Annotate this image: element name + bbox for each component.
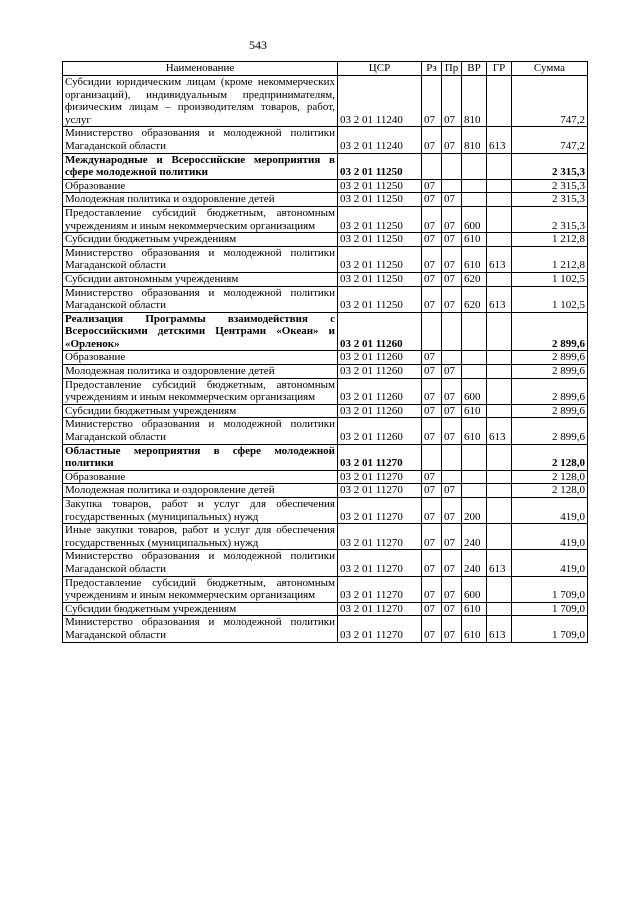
row-pr-cell: [442, 153, 462, 179]
row-rz-cell: 07: [422, 193, 442, 207]
row-rz-cell: 07: [422, 418, 442, 444]
row-sum-cell: 419,0: [512, 524, 588, 550]
row-rz-cell: 07: [422, 550, 442, 576]
column-header-vr: ВР: [462, 62, 487, 76]
row-sum-cell: 419,0: [512, 550, 588, 576]
table-row: [63, 378, 588, 404]
row-rz-cell: [422, 153, 442, 179]
row-pr-cell: 07: [442, 272, 462, 286]
row-name-cell: Министерство образования и молодежной политики Магаданской области: [63, 550, 338, 576]
row-csr-cell: 03 2 01 11250: [338, 246, 422, 272]
table-row: [63, 498, 588, 524]
row-sum-cell: 2 315,3: [512, 153, 588, 179]
row-csr-cell: 03 2 01 11270: [338, 524, 422, 550]
row-vr-cell: [462, 351, 487, 365]
row-vr-cell: 810: [462, 127, 487, 153]
row-gr-cell: 613: [487, 127, 512, 153]
row-name-cell: Иные закупки товаров, работ и услуг для обеспечения государственных (муниципальных) нужд: [63, 524, 338, 550]
row-name-cell: Образование: [63, 470, 338, 484]
table-row: [63, 76, 588, 127]
row-rz-cell: 07: [422, 470, 442, 484]
row-rz-cell: 07: [422, 484, 442, 498]
row-csr-cell: 03 2 01 11260: [338, 312, 422, 351]
row-rz-cell: 07: [422, 378, 442, 404]
row-pr-cell: 07: [442, 76, 462, 127]
table-row: [63, 153, 588, 179]
row-sum-cell: 2 315,3: [512, 179, 588, 193]
row-sum-cell: 1 212,8: [512, 246, 588, 272]
row-name-cell: Молодежная политика и оздоровление детей: [63, 193, 338, 207]
row-rz-cell: 07: [422, 498, 442, 524]
row-gr-cell: [487, 470, 512, 484]
table-row: [63, 127, 588, 153]
table-row: [63, 206, 588, 232]
row-sum-cell: 419,0: [512, 498, 588, 524]
page-number: 543: [249, 38, 267, 52]
row-gr-cell: 613: [487, 286, 512, 312]
row-csr-cell: 03 2 01 11250: [338, 193, 422, 207]
row-vr-cell: 200: [462, 498, 487, 524]
row-csr-cell: 03 2 01 11270: [338, 602, 422, 616]
row-rz-cell: 07: [422, 179, 442, 193]
row-vr-cell: 620: [462, 272, 487, 286]
row-pr-cell: 07: [442, 378, 462, 404]
row-vr-cell: [462, 484, 487, 498]
row-sum-cell: 1 709,0: [512, 576, 588, 602]
row-gr-cell: [487, 206, 512, 232]
row-name-cell: Образование: [63, 179, 338, 193]
row-pr-cell: 07: [442, 365, 462, 379]
column-header-sum: Сумма: [512, 62, 588, 76]
row-pr-cell: 07: [442, 616, 462, 642]
row-rz-cell: 07: [422, 602, 442, 616]
row-csr-cell: 03 2 01 11250: [338, 179, 422, 193]
row-name-cell: Министерство образования и молодежной политики Магаданской области: [63, 286, 338, 312]
row-name-cell: Субсидии автономным учреждениям: [63, 272, 338, 286]
row-rz-cell: 07: [422, 127, 442, 153]
row-vr-cell: 610: [462, 404, 487, 418]
row-rz-cell: 07: [422, 576, 442, 602]
row-pr-cell: 07: [442, 418, 462, 444]
row-vr-cell: 610: [462, 602, 487, 616]
budget-table: [62, 61, 588, 643]
row-csr-cell: 03 2 01 11270: [338, 470, 422, 484]
row-csr-cell: 03 2 01 11250: [338, 233, 422, 247]
row-name-cell: Предоставление субсидий бюджетным, автономным учреждениям и иным некоммерческим организациям: [63, 206, 338, 232]
row-pr-cell: 07: [442, 576, 462, 602]
row-gr-cell: 613: [487, 246, 512, 272]
row-pr-cell: [442, 470, 462, 484]
row-rz-cell: [422, 312, 442, 351]
row-vr-cell: 610: [462, 233, 487, 247]
row-pr-cell: 07: [442, 246, 462, 272]
row-csr-cell: 03 2 01 11260: [338, 351, 422, 365]
row-name-cell: Министерство образования и молодежной политики Магаданской области: [63, 246, 338, 272]
row-vr-cell: [462, 470, 487, 484]
row-csr-cell: 03 2 01 11250: [338, 206, 422, 232]
row-rz-cell: 07: [422, 76, 442, 127]
row-gr-cell: [487, 498, 512, 524]
row-name-cell: Образование: [63, 351, 338, 365]
row-name-cell: Предоставление субсидий бюджетным, автономным учреждениям и иным некоммерческим организациям: [63, 378, 338, 404]
row-csr-cell: 03 2 01 11260: [338, 378, 422, 404]
row-name-cell: Министерство образования и молодежной политики Магаданской области: [63, 616, 338, 642]
row-vr-cell: [462, 153, 487, 179]
row-sum-cell: 747,2: [512, 76, 588, 127]
row-rz-cell: 07: [422, 616, 442, 642]
table-row: [63, 179, 588, 193]
row-rz-cell: 07: [422, 286, 442, 312]
row-pr-cell: 07: [442, 602, 462, 616]
table-row: [63, 444, 588, 470]
column-header-csr: ЦСР: [338, 62, 422, 76]
row-gr-cell: [487, 378, 512, 404]
row-vr-cell: 240: [462, 550, 487, 576]
row-vr-cell: 610: [462, 246, 487, 272]
table-row: [63, 312, 588, 351]
row-pr-cell: 07: [442, 233, 462, 247]
row-gr-cell: [487, 444, 512, 470]
table-row: [63, 484, 588, 498]
row-sum-cell: 2 128,0: [512, 470, 588, 484]
row-gr-cell: [487, 312, 512, 351]
row-name-cell: Субсидии бюджетным учреждениям: [63, 233, 338, 247]
row-pr-cell: 07: [442, 127, 462, 153]
row-name-cell: Молодежная политика и оздоровление детей: [63, 484, 338, 498]
row-sum-cell: 2 128,0: [512, 484, 588, 498]
row-name-cell: Молодежная политика и оздоровление детей: [63, 365, 338, 379]
row-csr-cell: 03 2 01 11240: [338, 127, 422, 153]
row-pr-cell: 07: [442, 404, 462, 418]
row-csr-cell: 03 2 01 11250: [338, 286, 422, 312]
row-gr-cell: 613: [487, 616, 512, 642]
row-csr-cell: 03 2 01 11270: [338, 498, 422, 524]
row-vr-cell: 240: [462, 524, 487, 550]
row-gr-cell: [487, 524, 512, 550]
table-row: [63, 550, 588, 576]
row-sum-cell: 2 128,0: [512, 444, 588, 470]
row-name-cell: Министерство образования и молодежной политики Магаданской области: [63, 127, 338, 153]
row-pr-cell: 07: [442, 193, 462, 207]
row-pr-cell: 07: [442, 550, 462, 576]
row-pr-cell: 07: [442, 206, 462, 232]
row-pr-cell: 07: [442, 498, 462, 524]
row-sum-cell: 2 899,6: [512, 365, 588, 379]
row-pr-cell: 07: [442, 484, 462, 498]
row-sum-cell: 1 709,0: [512, 602, 588, 616]
row-vr-cell: 600: [462, 378, 487, 404]
row-csr-cell: 03 2 01 11260: [338, 404, 422, 418]
row-gr-cell: [487, 602, 512, 616]
column-header-gr: ГР: [487, 62, 512, 76]
row-csr-cell: 03 2 01 11240: [338, 76, 422, 127]
row-vr-cell: 600: [462, 206, 487, 232]
row-csr-cell: 03 2 01 11250: [338, 153, 422, 179]
row-csr-cell: 03 2 01 11270: [338, 616, 422, 642]
row-gr-cell: [487, 365, 512, 379]
row-sum-cell: 2 899,6: [512, 378, 588, 404]
row-vr-cell: 600: [462, 576, 487, 602]
row-vr-cell: [462, 179, 487, 193]
table-row: [63, 616, 588, 642]
row-sum-cell: 2 315,3: [512, 193, 588, 207]
row-csr-cell: 03 2 01 11270: [338, 444, 422, 470]
column-header-name: Наименование: [63, 62, 338, 76]
row-pr-cell: [442, 312, 462, 351]
row-vr-cell: 610: [462, 616, 487, 642]
row-vr-cell: [462, 312, 487, 351]
row-csr-cell: 03 2 01 11270: [338, 484, 422, 498]
row-pr-cell: [442, 351, 462, 365]
row-sum-cell: 1 102,5: [512, 272, 588, 286]
row-sum-cell: 1 102,5: [512, 286, 588, 312]
table-row: [63, 404, 588, 418]
row-gr-cell: [487, 76, 512, 127]
row-rz-cell: 07: [422, 272, 442, 286]
row-rz-cell: 07: [422, 404, 442, 418]
row-name-cell: Субсидии бюджетным учреждениям: [63, 602, 338, 616]
row-sum-cell: 2 899,6: [512, 418, 588, 444]
row-rz-cell: 07: [422, 524, 442, 550]
table-row: [63, 365, 588, 379]
table-body: [63, 76, 588, 643]
table-row: [63, 576, 588, 602]
row-vr-cell: 810: [462, 76, 487, 127]
row-name-cell: Субсидии бюджетным учреждениям: [63, 404, 338, 418]
row-rz-cell: 07: [422, 351, 442, 365]
row-gr-cell: [487, 153, 512, 179]
row-csr-cell: 03 2 01 11250: [338, 272, 422, 286]
row-name-cell: Субсидии юридическим лицам (кроме некоммерческих организаций), индивидуальным предпринимателям, физическим лицам – производителям товаров, работ, услуг: [63, 76, 338, 127]
row-sum-cell: 2 315,3: [512, 206, 588, 232]
row-rz-cell: 07: [422, 365, 442, 379]
table-row: [63, 418, 588, 444]
row-sum-cell: 2 899,6: [512, 312, 588, 351]
table-row: [63, 193, 588, 207]
row-vr-cell: [462, 365, 487, 379]
column-header-rz: Рз: [422, 62, 442, 76]
row-name-cell: Областные мероприятия в сфере молодежной политики: [63, 444, 338, 470]
row-vr-cell: [462, 444, 487, 470]
table-header-row: [63, 62, 588, 76]
table-row: [63, 524, 588, 550]
row-csr-cell: 03 2 01 11270: [338, 576, 422, 602]
row-pr-cell: 07: [442, 524, 462, 550]
row-name-cell: Министерство образования и молодежной политики Магаданской области: [63, 418, 338, 444]
table-row: [63, 272, 588, 286]
row-gr-cell: [487, 179, 512, 193]
row-vr-cell: [462, 193, 487, 207]
row-csr-cell: 03 2 01 11270: [338, 550, 422, 576]
row-pr-cell: [442, 444, 462, 470]
row-rz-cell: 07: [422, 233, 442, 247]
row-gr-cell: [487, 233, 512, 247]
row-sum-cell: 2 899,6: [512, 404, 588, 418]
row-gr-cell: 613: [487, 418, 512, 444]
row-gr-cell: [487, 193, 512, 207]
row-gr-cell: [487, 404, 512, 418]
row-rz-cell: [422, 444, 442, 470]
table-row: [63, 286, 588, 312]
row-name-cell: Закупка товаров, работ и услуг для обеспечения государственных (муниципальных) нужд: [63, 498, 338, 524]
row-csr-cell: 03 2 01 11260: [338, 418, 422, 444]
row-sum-cell: 747,2: [512, 127, 588, 153]
table-row: [63, 602, 588, 616]
row-pr-cell: 07: [442, 286, 462, 312]
row-pr-cell: [442, 179, 462, 193]
row-gr-cell: 613: [487, 550, 512, 576]
row-gr-cell: [487, 484, 512, 498]
row-gr-cell: [487, 351, 512, 365]
row-sum-cell: 2 899,6: [512, 351, 588, 365]
table-row: [63, 470, 588, 484]
row-sum-cell: 1 212,8: [512, 233, 588, 247]
table-row: [63, 246, 588, 272]
row-sum-cell: 1 709,0: [512, 616, 588, 642]
row-csr-cell: 03 2 01 11260: [338, 365, 422, 379]
row-gr-cell: [487, 576, 512, 602]
table-row: [63, 233, 588, 247]
row-vr-cell: 610: [462, 418, 487, 444]
table-row: [63, 351, 588, 365]
row-rz-cell: 07: [422, 206, 442, 232]
row-gr-cell: [487, 272, 512, 286]
row-name-cell: Реализация Программы взаимодействия с Всероссийскими детскими Центрами «Океан» и «Орленок»: [63, 312, 338, 351]
row-vr-cell: 620: [462, 286, 487, 312]
column-header-pr: Пр: [442, 62, 462, 76]
row-name-cell: Международные и Всероссийские мероприятия в сфере молодежной политики: [63, 153, 338, 179]
row-rz-cell: 07: [422, 246, 442, 272]
row-name-cell: Предоставление субсидий бюджетным, автономным учреждениям и иным некоммерческим организациям: [63, 576, 338, 602]
